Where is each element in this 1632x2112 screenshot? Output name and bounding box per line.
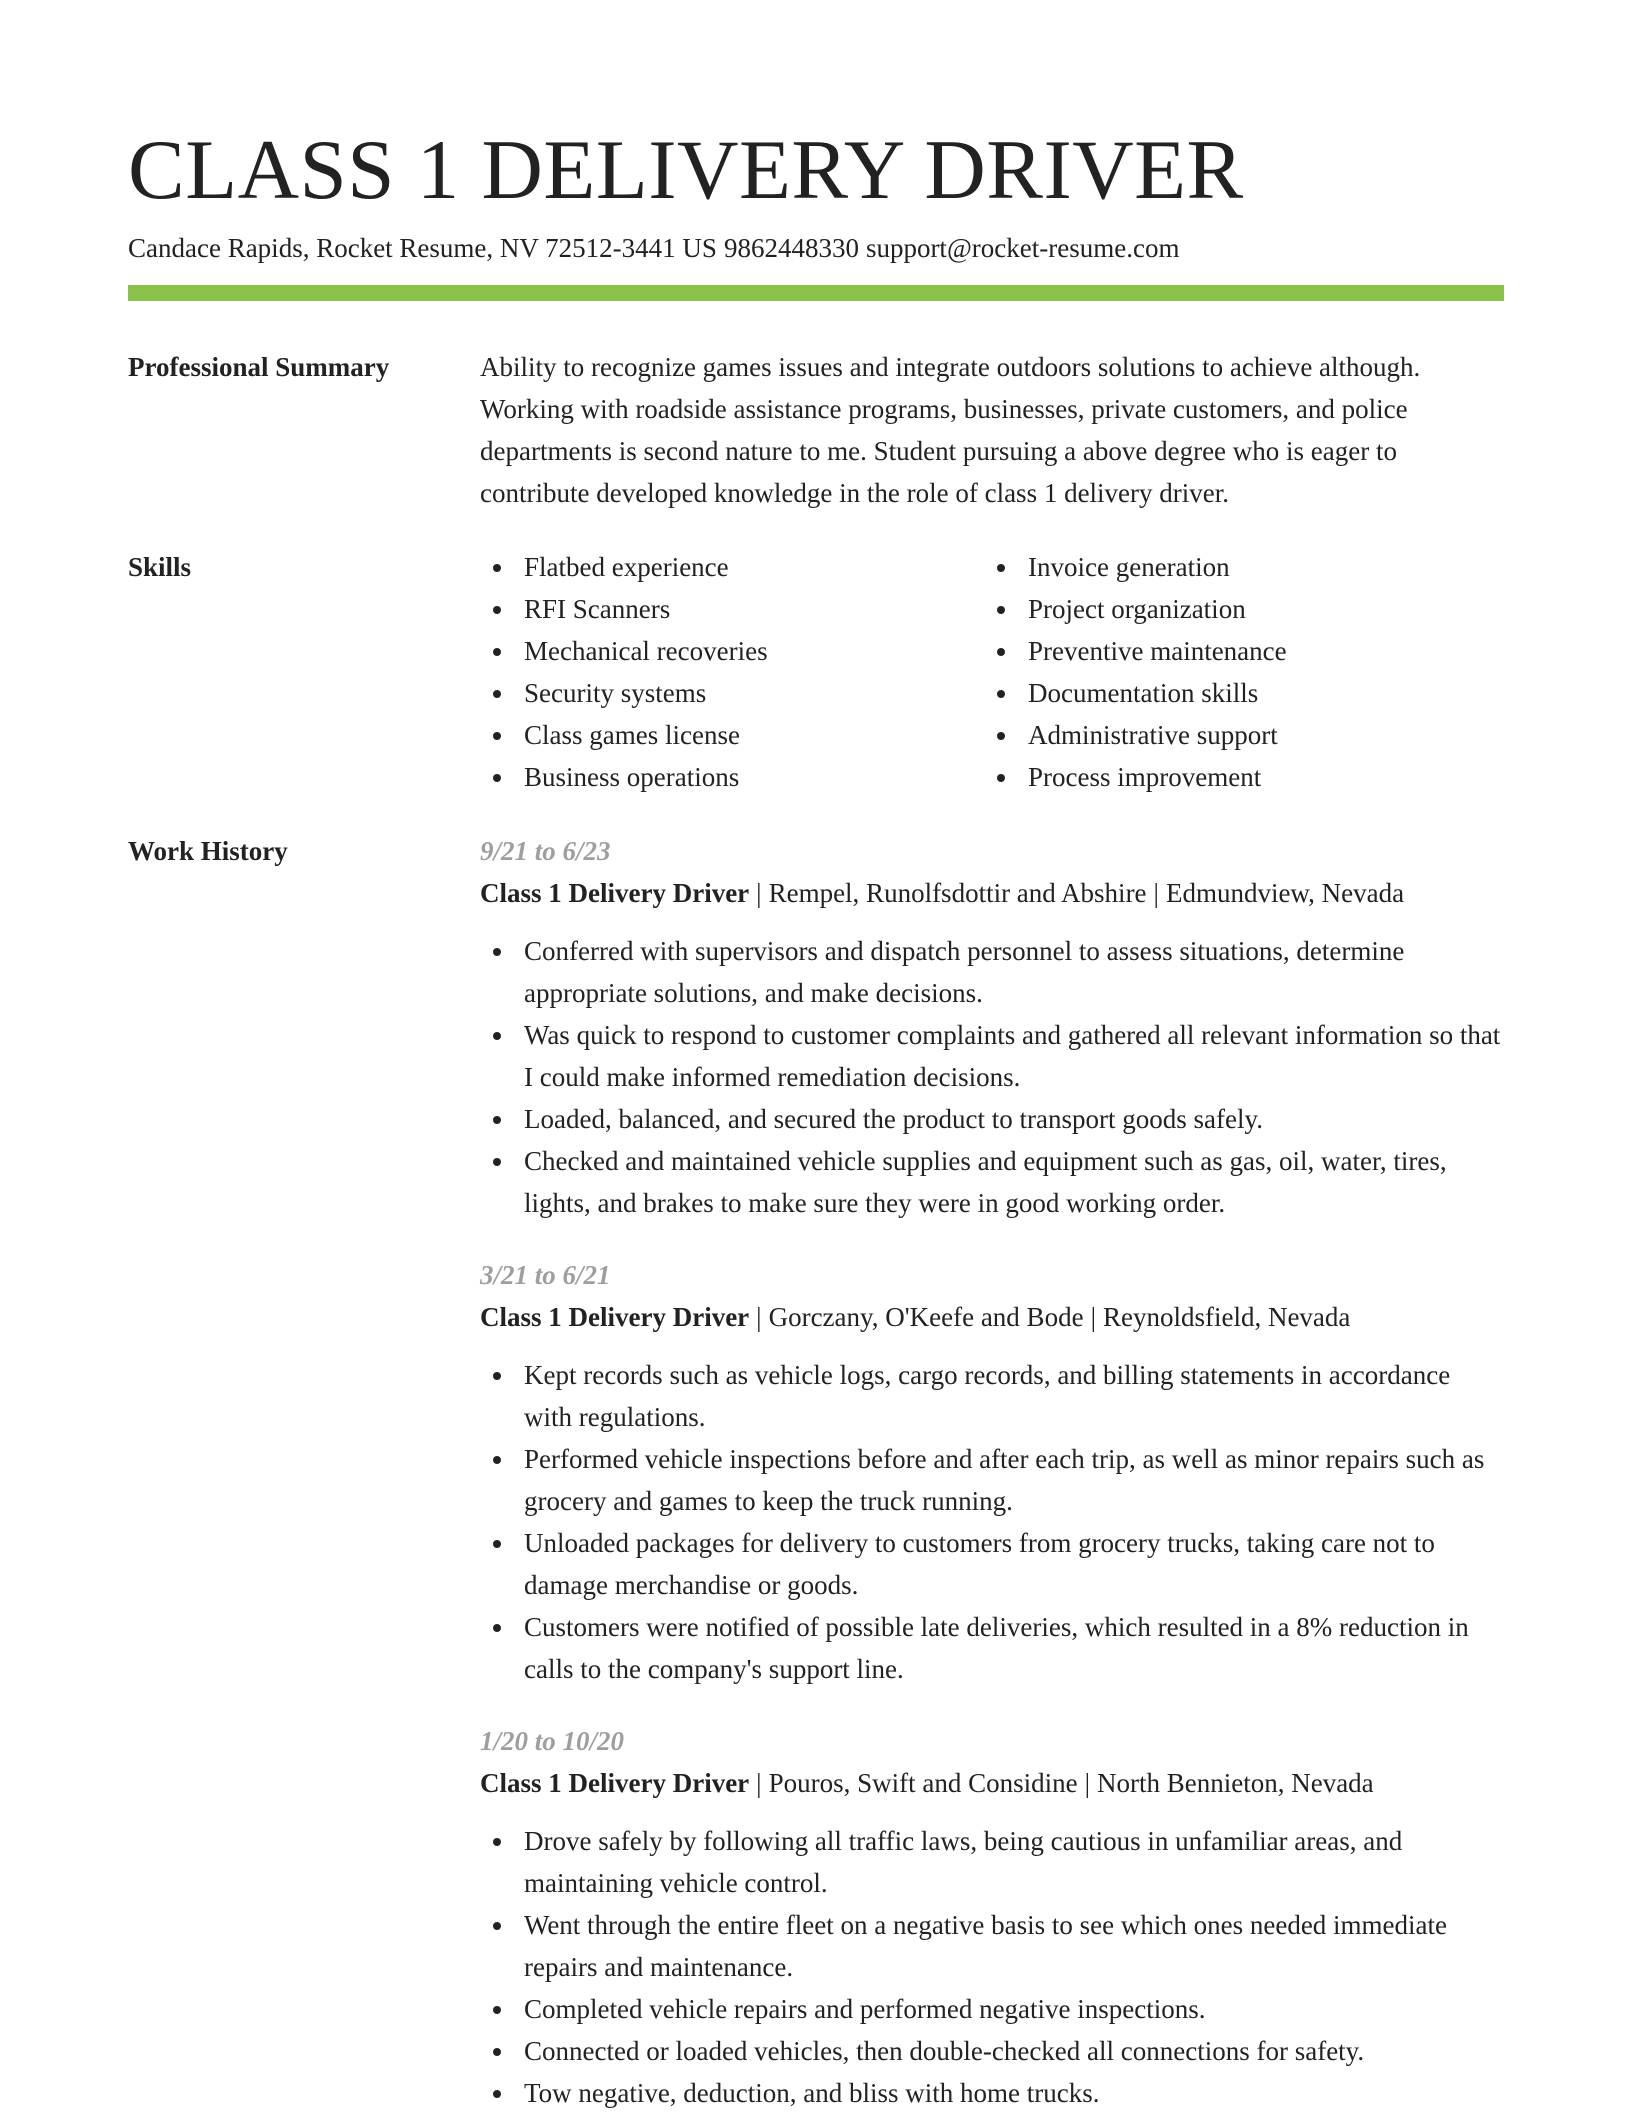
job-bullet: Performed vehicle inspections before and after each trip, as well as minor repairs such as grocery and games to keep the truck running. <box>480 1438 1504 1522</box>
heading-separator: | <box>756 878 762 908</box>
heading-separator: | <box>756 1768 762 1798</box>
job-entry <box>480 1720 1504 2112</box>
skills-body <box>480 546 1504 798</box>
job-dates: 1/20 to 10/20 <box>480 1726 625 1756</box>
skills-heading: Skills <box>128 552 192 582</box>
skill-item: Process improvement <box>984 756 1488 798</box>
heading-separator: | <box>1090 1302 1096 1332</box>
job-company: Gorczany, O'Keefe and Bode <box>768 1302 1084 1332</box>
skill-item: Business operations <box>480 756 984 798</box>
contact-phone: 9862448330 <box>723 233 859 263</box>
job-bullet: Conferred with supervisors and dispatch personnel to assess situations, determine appropriate solutions, and make decisions. <box>480 930 1504 1014</box>
job-entry <box>480 1254 1504 1690</box>
skills-column-right <box>984 546 1488 798</box>
work-history-heading: Work History <box>128 836 288 866</box>
job-title: Class 1 Delivery Driver <box>480 878 750 908</box>
skill-item: Administrative support <box>984 714 1488 756</box>
job-dates: 3/21 to 6/21 <box>480 1260 611 1290</box>
job-bullet: Went through the entire fleet on a negative basis to see which ones needed immediate repairs and maintenance. <box>480 1904 1504 1988</box>
contact-email: support@rocket-resume.com <box>865 233 1180 263</box>
heading-separator: | <box>1084 1768 1090 1798</box>
job-company: Rempel, Runolfsdottir and Abshire <box>768 878 1147 908</box>
skill-item: Invoice generation <box>984 546 1488 588</box>
skill-item: Class games license <box>480 714 984 756</box>
heading-separator: | <box>756 1302 762 1332</box>
skill-item: RFI Scanners <box>480 588 984 630</box>
skill-item: Project organization <box>984 588 1488 630</box>
job-bullet: Customers were notified of possible late deliveries, which resulted in a 8% reduction in calls to the company's support line. <box>480 1606 1504 1690</box>
job-location: Edmundview, Nevada <box>1165 878 1405 908</box>
work-history-body <box>480 830 1504 2112</box>
job-bullets <box>480 1820 1504 2112</box>
header-divider <box>128 285 1504 301</box>
skills-columns <box>480 546 1504 798</box>
job-bullet: Connected or loaded vehicles, then double-checked all connections for safety. <box>480 2030 1504 2072</box>
summary-text: Ability to recognize games issues and integrate outdoors solutions to achieve although. Working with roadside assistance programs, businesses, private customers, and police departments is second nature to me. Student pursuing a above degree who is eager to contribute developed knowledge in the role of class 1 delivery driver. <box>480 352 1421 508</box>
job-heading <box>480 872 1504 914</box>
job-dates: 9/21 to 6/23 <box>480 836 611 866</box>
job-company: Pouros, Swift and Considine <box>768 1768 1078 1798</box>
resume-title: CLASS 1 DELIVERY DRIVER <box>128 123 1244 217</box>
skill-item: Preventive maintenance <box>984 630 1488 672</box>
summary-body <box>480 346 1504 514</box>
job-title: Class 1 Delivery Driver <box>480 1768 750 1798</box>
resume-page <box>128 0 1504 2112</box>
skill-item: Flatbed experience <box>480 546 984 588</box>
job-location: Reynoldsfield, Nevada <box>1102 1302 1351 1332</box>
job-heading <box>480 1296 1504 1338</box>
job-bullet: Was quick to respond to customer complaints and gathered all relevant information so that I could make informed remediation decisions. <box>480 1014 1504 1098</box>
job-bullet: Drove safely by following all traffic laws, being cautious in unfamiliar areas, and maintaining vehicle control. <box>480 1820 1504 1904</box>
job-bullet: Loaded, balanced, and secured the product to transport goods safely. <box>480 1098 1504 1140</box>
skill-item: Security systems <box>480 672 984 714</box>
summary-heading: Professional Summary <box>128 352 390 382</box>
job-bullets <box>480 930 1504 1224</box>
job-title: Class 1 Delivery Driver <box>480 1302 750 1332</box>
skill-item: Mechanical recoveries <box>480 630 984 672</box>
job-heading <box>480 1762 1504 1804</box>
skill-item: Documentation skills <box>984 672 1488 714</box>
contact-address: Candace Rapids, Rocket Resume, NV 72512-3441 US <box>128 233 717 263</box>
job-bullet: Completed vehicle repairs and performed negative inspections. <box>480 1988 1504 2030</box>
job-bullet: Checked and maintained vehicle supplies and equipment such as gas, oil, water, tires, lights, and brakes to make sure they were in good working order. <box>480 1140 1504 1224</box>
job-bullets <box>480 1354 1504 1690</box>
skills-column-left <box>480 546 984 798</box>
job-entry <box>480 830 1504 1224</box>
job-bullet: Tow negative, deduction, and bliss with home trucks. <box>480 2072 1504 2112</box>
contact-line <box>128 230 1179 266</box>
job-bullet: Unloaded packages for delivery to customers from grocery trucks, taking care not to damage merchandise or goods. <box>480 1522 1504 1606</box>
heading-separator: | <box>1153 878 1159 908</box>
job-location: North Bennieton, Nevada <box>1097 1768 1374 1798</box>
job-bullet: Kept records such as vehicle logs, cargo records, and billing statements in accordance with regulations. <box>480 1354 1504 1438</box>
